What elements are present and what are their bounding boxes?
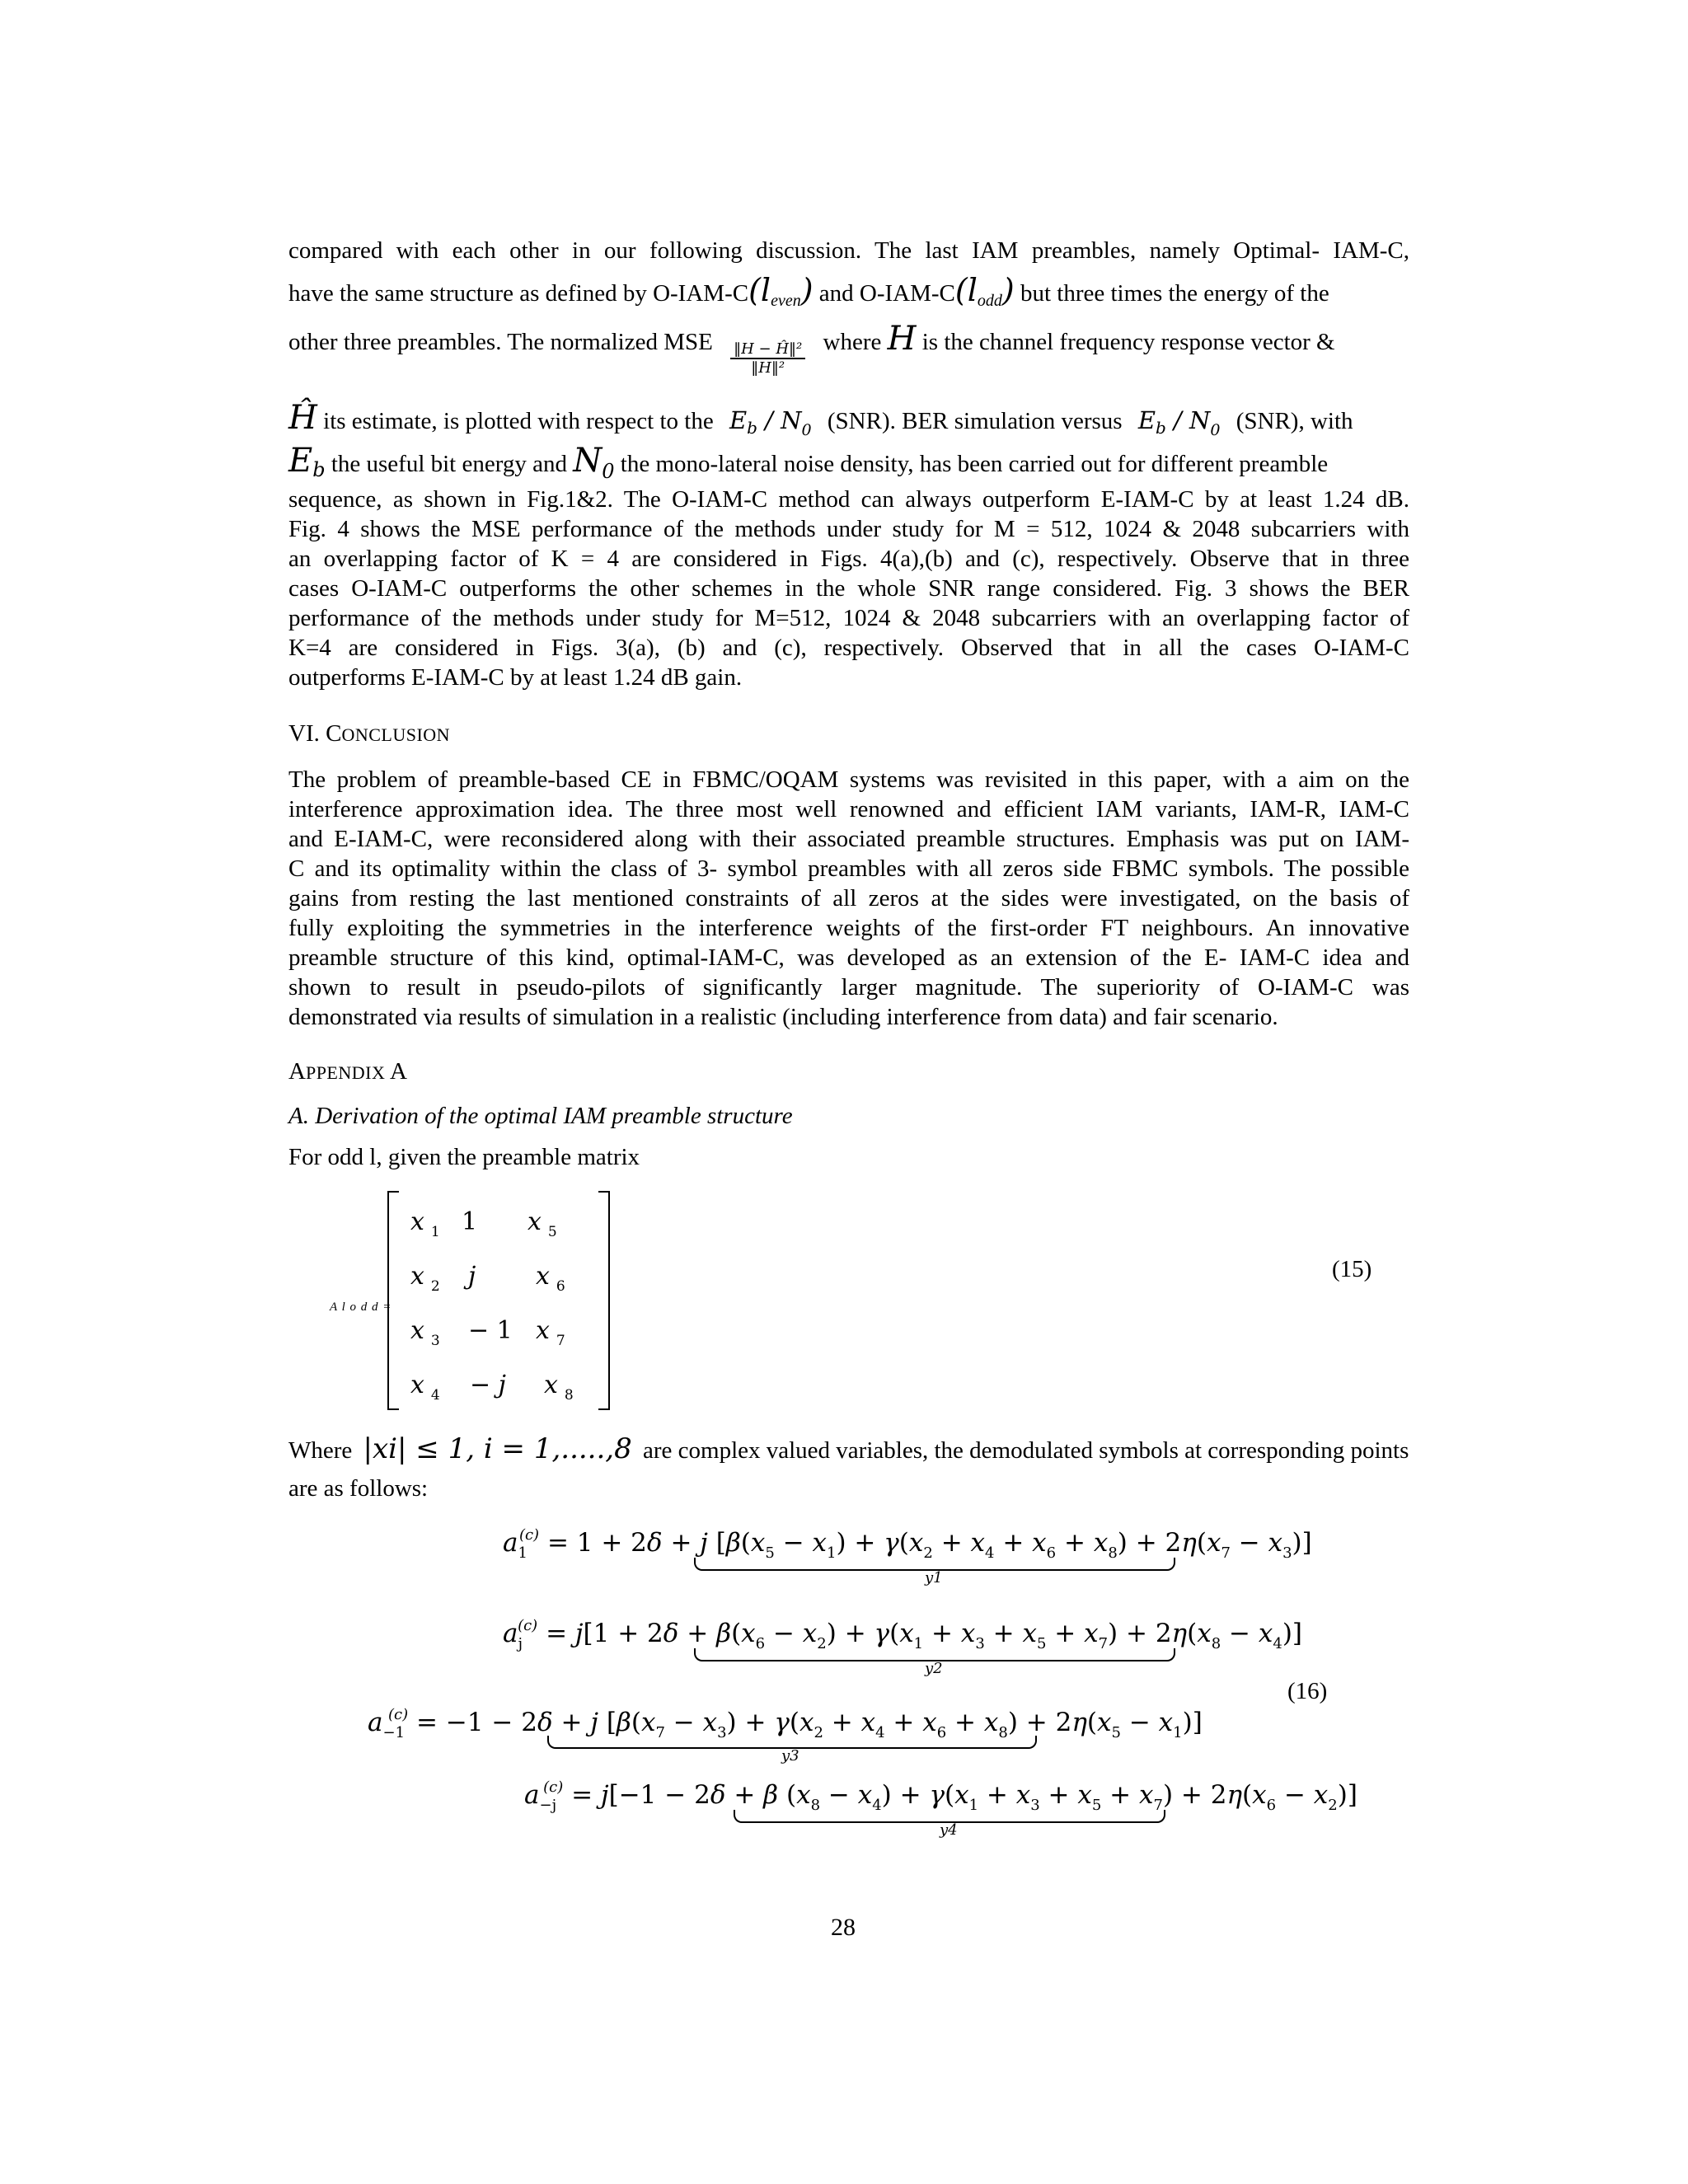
matrix-cell: x $_8$ xyxy=(544,1371,574,1404)
page-number: 28 xyxy=(831,1914,856,1941)
equation-a-minusj: $a_{-j}^{(c)} = j[-1 - 2\delta + \beta$ $(x_8 - x_4) + \gamma(x_1 + x_3 + x_5 + x_7) + 2\eta(x_6 - x_2)$] xyxy=(524,1779,1357,1814)
intro-line-2b: and O-IAM-C xyxy=(818,280,955,307)
matrix-cell: x $_6$ xyxy=(536,1262,565,1295)
equation-number-16: (16) xyxy=(1287,1678,1328,1704)
intro-line-5b: the mono-lateral noise density, has been carried out for different preamble xyxy=(620,451,1329,477)
matrix-left-bracket xyxy=(387,1191,399,1410)
intro-paragraph-rest: sequence, as shown in Fig.1&2. The O-IAM-C method can always outperform E-IAM-C by at least 1.24 dB. Fig. 4 shows the MSE performance of the methods under study for M = 512, 1024 & 2048 subcarriers with an overlapping factor of K = 4 are considered in Figs. 4(a),(b) and (c), respectively. Observe that in three cases O-IAM-C outperforms the other schemes in the whole SNR range considered. Fig. 3 shows the BER performance of the methods under study for M=512, 1024 & 2048 subcarriers with an overlapping factor of K=4 are considered in Figs. 3(a), (b) and (c), respectively. Observed that in all the cases O-IAM-C outperforms E-IAM-C by at least 1.24 dB gain. xyxy=(288,486,1409,691)
intro-line-2: have the same structure as defined by $O-IAM-C(l_{even})$ and $O-IAM-C(l_{odd})$ but three times the energy of the xyxy=(288,272,1329,310)
matrix-cell: − 1 xyxy=(468,1316,513,1345)
intro-line-3b: where xyxy=(823,329,882,355)
intro-line-5: $E_b$ the useful bit energy and $N_0$ the mono-lateral noise density, has been carried out for different preamble xyxy=(288,442,1329,483)
matrix-cell: x $_1$ xyxy=(410,1207,440,1240)
intro-line-4b: (SNR). BER simulation versus xyxy=(827,408,1123,434)
matrix-cell: x $_2$ xyxy=(410,1262,440,1295)
intro-line-3: other three preambles. The normalized MSE $\frac{\text{‖H − Ĥ‖²}}{\text{‖H‖²}}$ where H is the channel frequency response vector & xyxy=(288,320,1335,377)
matrix-cell: j xyxy=(468,1262,476,1291)
sub-even: even xyxy=(771,292,801,310)
matrix-cell: x $_7$ xyxy=(536,1316,565,1349)
equation-aj: $a_j^{(c)} = j[1 + 2\delta + \beta(x_6 - x_2) + \gamma(x_1 + x_3 + x_5 + x_7) + 2\eta(x_8 - x_4)]$ xyxy=(503,1617,1303,1652)
intro-line-4: Ĥ its estimate, is plotted with respect to the $E_b / N_0$ (SNR). BER simulation versus $E_b / N_0$ (SNR), with xyxy=(288,399,1353,439)
equation-a-minus1: $a_{-1}^{(c)} = -1 - 2\delta + j$ $[\beta(x_7 - x_3) + \gamma(x_2 + x_4 + x_6 + x_8) + 2\eta(x_5 - x_1)]$ xyxy=(368,1706,1203,1741)
intro-line-2c: but three times the energy of the xyxy=(1020,280,1329,307)
matrix-cell: x $_3$ xyxy=(410,1316,440,1349)
brace-label-y2: y2 xyxy=(925,1660,943,1677)
matrix-cell: 1 xyxy=(462,1207,478,1236)
matrix-cell: − j xyxy=(470,1371,506,1399)
where-line: Where |xi| ≤ 1, i = 1,.....,8 are complex valued variables, the demodulated symbols at corresponding points xyxy=(288,1432,1409,1465)
intro-line-1: compared with each other in our following discussion. The last IAM preambles, namely Optimal- IAM-C, xyxy=(288,237,1409,264)
brace-label-y1: y1 xyxy=(925,1569,943,1586)
matrix-right-bracket xyxy=(598,1191,610,1410)
intro-line-4c: (SNR), with xyxy=(1236,408,1353,434)
brace-label-y4: y4 xyxy=(940,1821,958,1839)
intro-line-5a: the useful bit energy and xyxy=(331,451,567,477)
matrix-cell: x $_4$ xyxy=(410,1371,440,1404)
equation-number-15: (15) xyxy=(1332,1256,1372,1282)
sub-odd: odd xyxy=(977,292,1002,310)
preamble-matrix xyxy=(387,1191,610,1407)
intro-line-3c: is the channel frequency response vector & xyxy=(921,329,1335,355)
intro-line-2a: have the same structure as defined by O-IAM-C xyxy=(288,280,749,307)
conclusion-paragraph: The problem of preamble-based CE in FBMC/OQAM systems was revisited in this paper, with a aim on the interference approximation idea. The three most well renowned and efficient IAM variants, IAM-R, IAM-C and E-IAM-C, were reconsidered along with their associated preamble structures. Emphasis was put on IAM- C and its optimality within the class of 3- symbol preambles with all zeros side FBMC symbols. The possible gains from resting the last mentioned constraints of all zeros at the sides were investigated, on the basis of fully exploiting the symmetries in the interference weights of the first-order FT neighbours. An innovative preamble structure of this kind, optimal-IAM-C, was developed as an extension of the E- IAM-C idea and shown to result in pseudo-pilots of significantly larger magnitude. The superiority of O-IAM-C was demonstrated via results of simulation in a realistic (including interference from data) and fair scenario. xyxy=(288,766,1409,1030)
equation-a1: $a_1^{(c)} = 1 + 2\delta + j$ $[\beta(x_5 - x_1) + \gamma(x_2 + x_4 + x_6 + x_8) + 2\eta(x_7 - x_3)]$ xyxy=(503,1526,1312,1562)
intro-line-3a: other three preambles. The normalized MSE xyxy=(288,329,713,355)
appendix-intro: For odd l, given the preamble matrix xyxy=(288,1144,640,1170)
intro-line-4a: its estimate, is plotted with respect to the xyxy=(323,408,714,434)
matrix-cell: x $_5$ xyxy=(528,1207,557,1240)
appendix-heading: APPENDIX A xyxy=(288,1058,407,1085)
brace-label-y3: y3 xyxy=(781,1747,799,1765)
where-line-2: are as follows: xyxy=(288,1475,429,1502)
conclusion-heading: VI. CONCLUSION xyxy=(288,720,451,747)
normalized-mse-fraction: $\frac{\text{‖H − Ĥ‖²}}{\text{‖H‖²}}$ xyxy=(730,340,805,377)
appendix-subheading: A. Derivation of the optimal IAM preamble structure xyxy=(288,1103,793,1129)
matrix-label: A l o d d = xyxy=(330,1301,392,1314)
